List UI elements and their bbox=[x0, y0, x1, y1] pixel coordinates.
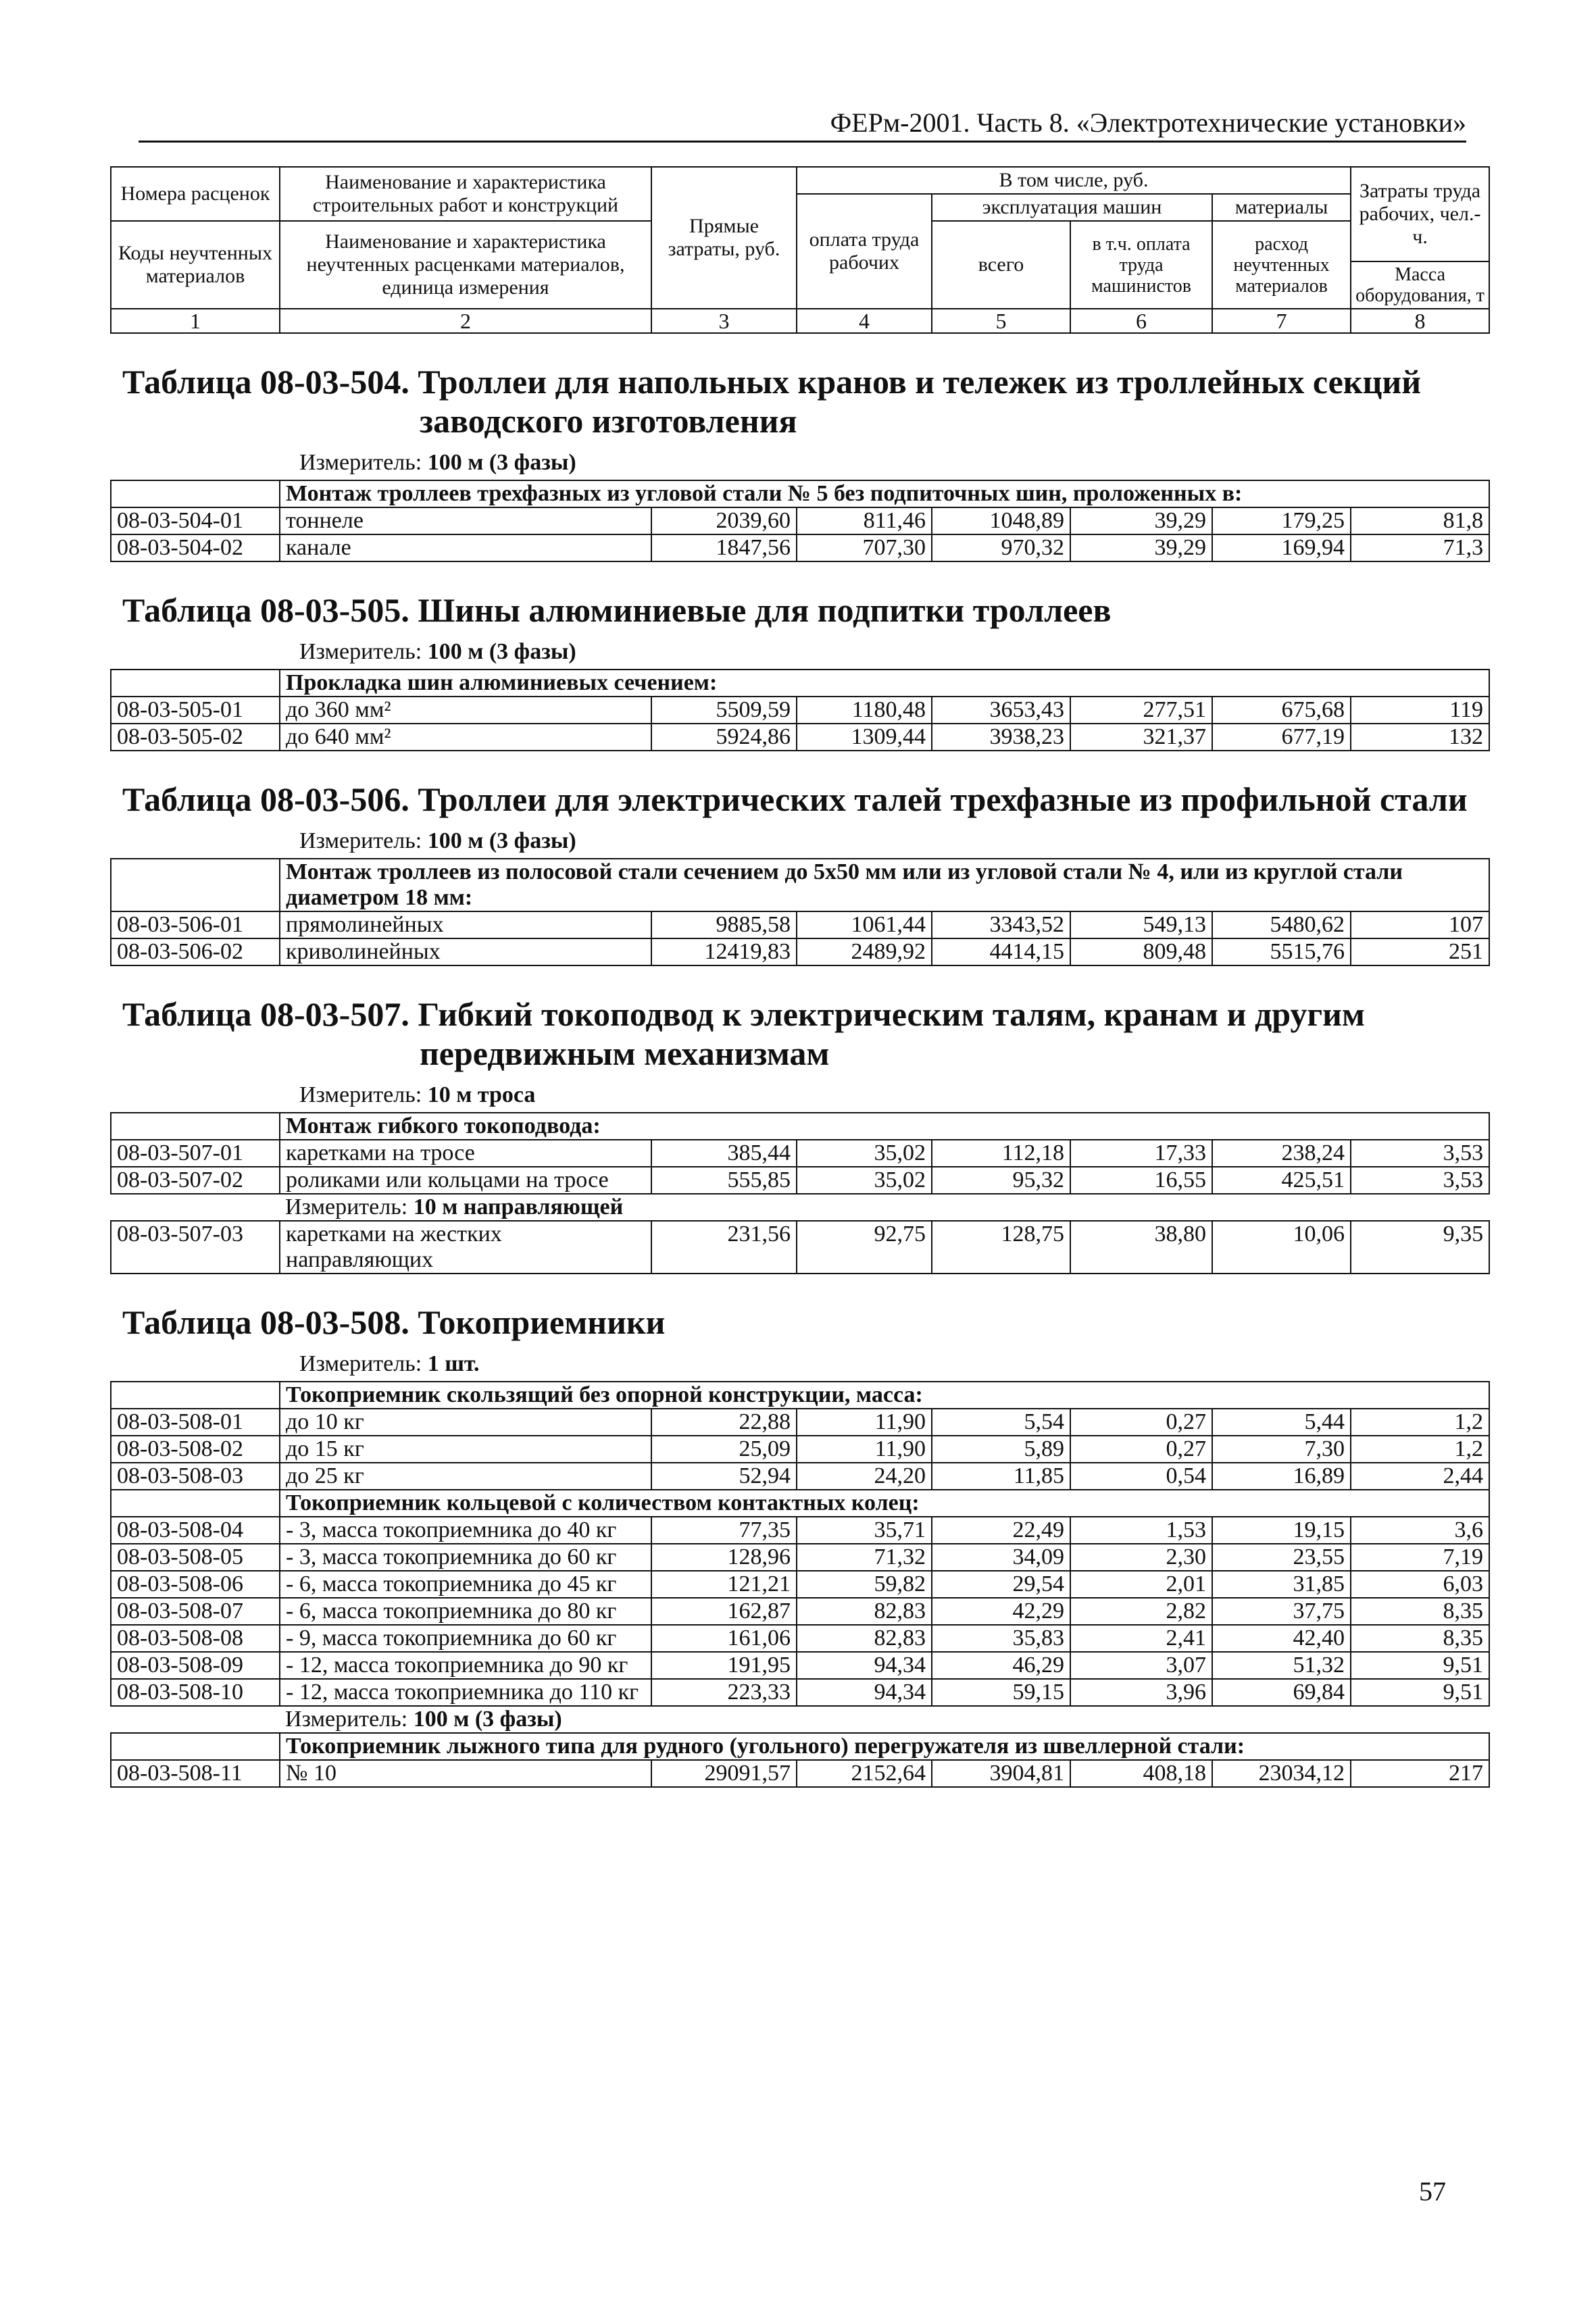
value-cell: 128,75 bbox=[932, 1221, 1070, 1274]
work-name: до 10 кг bbox=[280, 1409, 651, 1436]
value-cell: 251 bbox=[1351, 938, 1489, 965]
rate-table bbox=[110, 1303, 1489, 1788]
value-cell: 16,55 bbox=[1070, 1167, 1212, 1194]
header-materials: материалы bbox=[1212, 194, 1351, 221]
measure-unit bbox=[299, 638, 1489, 666]
rates-table bbox=[110, 858, 1490, 966]
header-unaccounted-materials: Наименование и характеристика неучтенных расценками материалов, единица измерения bbox=[280, 221, 651, 309]
group-row bbox=[111, 1113, 1489, 1140]
value-cell: 5480,62 bbox=[1212, 911, 1351, 938]
value-cell: 29,54 bbox=[932, 1571, 1070, 1598]
table-row bbox=[111, 1221, 1489, 1274]
value-cell: 5515,76 bbox=[1212, 938, 1351, 965]
group-label: Монтаж гибкого токоподвода: bbox=[280, 1113, 1489, 1140]
work-name: - 12, масса токоприемника до 90 кг bbox=[280, 1652, 651, 1679]
work-name: - 12, масса токоприемника до 110 кг bbox=[280, 1679, 651, 1706]
measure-value: 100 м (3 фазы) bbox=[427, 450, 576, 475]
value-cell: 677,19 bbox=[1212, 724, 1351, 751]
value-cell: 69,84 bbox=[1212, 1679, 1351, 1706]
value-cell: 3,53 bbox=[1351, 1140, 1489, 1167]
table-row bbox=[111, 1544, 1489, 1571]
value-cell: 223,33 bbox=[651, 1679, 797, 1706]
rate-code: 08-03-507-02 bbox=[111, 1167, 280, 1194]
column-number: 8 bbox=[1351, 309, 1489, 333]
value-cell: 2,44 bbox=[1351, 1463, 1489, 1490]
value-cell: 11,90 bbox=[797, 1409, 932, 1436]
rate-code: 08-03-508-11 bbox=[111, 1760, 280, 1787]
rate-code: 08-03-508-04 bbox=[111, 1517, 280, 1544]
work-name: канале bbox=[280, 534, 651, 561]
measure-value: 100 м (3 фазы) bbox=[427, 639, 576, 664]
value-cell: 19,15 bbox=[1212, 1517, 1351, 1544]
column-number: 1 bbox=[111, 309, 280, 333]
rate-code: 08-03-508-07 bbox=[111, 1598, 280, 1625]
rate-table bbox=[110, 995, 1489, 1274]
work-name: до 15 кг bbox=[280, 1436, 651, 1463]
table-title bbox=[122, 362, 1489, 441]
column-number: 2 bbox=[280, 309, 651, 333]
value-cell: 22,88 bbox=[651, 1409, 797, 1436]
table-title-line: Таблица 08-03-505. Шины алюминиевые для подпитки троллеев bbox=[122, 591, 1112, 629]
measure-label: Измеритель: bbox=[285, 1194, 408, 1219]
value-cell: 3,96 bbox=[1070, 1679, 1212, 1706]
value-cell: 1309,44 bbox=[797, 724, 932, 751]
group-row bbox=[111, 859, 1489, 911]
value-cell: 23,55 bbox=[1212, 1544, 1351, 1571]
value-cell: 811,46 bbox=[797, 507, 932, 534]
header-material-consumption: расход неучтенных материалов bbox=[1212, 221, 1351, 309]
work-name: каретками на жестких направляющих bbox=[280, 1221, 651, 1274]
work-name: - 9, масса токоприемника до 60 кг bbox=[280, 1625, 651, 1652]
rate-code: 08-03-506-01 bbox=[111, 911, 280, 938]
table-title bbox=[122, 995, 1489, 1073]
value-cell: 0,27 bbox=[1070, 1409, 1212, 1436]
value-cell: 128,96 bbox=[651, 1544, 797, 1571]
group-row bbox=[111, 1382, 1489, 1409]
table-title bbox=[122, 590, 1489, 630]
table-row bbox=[111, 1625, 1489, 1652]
column-number: 5 bbox=[932, 309, 1070, 333]
rate-code: 08-03-508-08 bbox=[111, 1625, 280, 1652]
work-name: каретками на тросе bbox=[280, 1140, 651, 1167]
value-cell: 675,68 bbox=[1212, 697, 1351, 724]
table-row bbox=[111, 1571, 1489, 1598]
table-row bbox=[111, 1679, 1489, 1706]
value-cell: 549,13 bbox=[1070, 911, 1212, 938]
header-rates: Номера расценок bbox=[111, 167, 280, 221]
value-cell: 7,30 bbox=[1212, 1436, 1351, 1463]
work-name: до 360 мм² bbox=[280, 697, 651, 724]
rate-code: 08-03-508-01 bbox=[111, 1409, 280, 1436]
value-cell: 82,83 bbox=[797, 1625, 932, 1652]
value-cell: 10,06 bbox=[1212, 1221, 1351, 1274]
value-cell: 2152,64 bbox=[797, 1760, 932, 1787]
value-cell: 35,83 bbox=[932, 1625, 1070, 1652]
work-name: роликами или кольцами на тросе bbox=[280, 1167, 651, 1194]
table-row bbox=[111, 1598, 1489, 1625]
table-row bbox=[111, 1436, 1489, 1463]
column-number: 4 bbox=[797, 309, 932, 333]
value-cell: 112,18 bbox=[932, 1140, 1070, 1167]
value-cell: 1,53 bbox=[1070, 1517, 1212, 1544]
rate-tables bbox=[110, 362, 1489, 1788]
table-title-line: Таблица 08-03-504. Троллеи для напольных кранов и тележек из троллейных секций bbox=[122, 363, 1422, 401]
rate-code: 08-03-508-03 bbox=[111, 1463, 280, 1490]
value-cell: 5,89 bbox=[932, 1436, 1070, 1463]
table-title-continuation: заводского изготовления bbox=[420, 402, 797, 440]
column-number: 6 bbox=[1070, 309, 1212, 333]
value-cell: 81,8 bbox=[1351, 507, 1489, 534]
value-cell: 77,35 bbox=[651, 1517, 797, 1544]
value-cell: 277,51 bbox=[1070, 697, 1212, 724]
value-cell: 34,09 bbox=[932, 1544, 1070, 1571]
rate-code: 08-03-505-02 bbox=[111, 724, 280, 751]
value-cell: 31,85 bbox=[1212, 1571, 1351, 1598]
rate-code: 08-03-507-01 bbox=[111, 1140, 280, 1167]
value-cell: 217 bbox=[1351, 1760, 1489, 1787]
value-cell: 0,54 bbox=[1070, 1463, 1212, 1490]
value-cell: 22,49 bbox=[932, 1517, 1070, 1544]
value-cell: 5,54 bbox=[932, 1409, 1070, 1436]
empty-cell bbox=[111, 1490, 280, 1517]
empty-cell bbox=[111, 1194, 280, 1221]
value-cell: 38,80 bbox=[1070, 1221, 1212, 1274]
value-cell: 8,35 bbox=[1351, 1598, 1489, 1625]
value-cell: 39,29 bbox=[1070, 534, 1212, 561]
rate-code: 08-03-508-05 bbox=[111, 1544, 280, 1571]
table-row bbox=[111, 1409, 1489, 1436]
value-cell: 238,24 bbox=[1212, 1140, 1351, 1167]
value-cell: 12419,83 bbox=[651, 938, 797, 965]
value-cell: 9,35 bbox=[1351, 1221, 1489, 1274]
rate-table bbox=[110, 590, 1489, 751]
running-header: ФЕРм-2001. Часть 8. «Электротехнические установки» bbox=[830, 107, 1466, 138]
value-cell: 3653,43 bbox=[932, 697, 1070, 724]
header-rule bbox=[139, 141, 1466, 143]
value-cell: 3,6 bbox=[1351, 1517, 1489, 1544]
group-label: Токоприемник скользящий без опорной конструкции, масса: bbox=[280, 1382, 1489, 1409]
value-cell: 46,29 bbox=[932, 1652, 1070, 1679]
value-cell: 107 bbox=[1351, 911, 1489, 938]
work-name: - 6, масса токоприемника до 80 кг bbox=[280, 1598, 651, 1625]
value-cell: 71,32 bbox=[797, 1544, 932, 1571]
table-row bbox=[111, 534, 1489, 561]
measure-label: Измеритель: bbox=[299, 1351, 422, 1376]
rate-code: 08-03-504-02 bbox=[111, 534, 280, 561]
work-name: тоннеле bbox=[280, 507, 651, 534]
table-title-line: Таблица 08-03-508. Токоприемники bbox=[122, 1303, 666, 1341]
value-cell: 9,51 bbox=[1351, 1679, 1489, 1706]
header-direct-costs: Прямые затраты, руб. bbox=[651, 167, 797, 309]
table-row bbox=[111, 1167, 1489, 1194]
table-row bbox=[111, 911, 1489, 938]
rate-code: 08-03-508-06 bbox=[111, 1571, 280, 1598]
rates-table bbox=[110, 1381, 1490, 1788]
value-cell: 970,32 bbox=[932, 534, 1070, 561]
page-number: 57 bbox=[1419, 2176, 1446, 2207]
value-cell: 1048,89 bbox=[932, 507, 1070, 534]
rates-table bbox=[110, 480, 1490, 562]
group-row bbox=[111, 670, 1489, 697]
rate-code: 08-03-506-02 bbox=[111, 938, 280, 965]
empty-cell bbox=[111, 1113, 280, 1140]
value-cell: 29091,57 bbox=[651, 1760, 797, 1787]
table-title-continuation: передвижным механизмам bbox=[420, 1034, 830, 1072]
work-name: - 3, масса токоприемника до 60 кг bbox=[280, 1544, 651, 1571]
header-material-codes: Коды неучтенных материалов bbox=[111, 221, 280, 309]
empty-cell bbox=[111, 1733, 280, 1760]
value-cell: 121,21 bbox=[651, 1571, 797, 1598]
value-cell: 16,89 bbox=[1212, 1463, 1351, 1490]
rates-table bbox=[110, 669, 1490, 751]
value-cell: 9,51 bbox=[1351, 1652, 1489, 1679]
measure-unit bbox=[299, 1350, 1489, 1378]
value-cell: 3,07 bbox=[1070, 1652, 1212, 1679]
measure-label: Измеритель: bbox=[299, 639, 422, 664]
rate-code: 08-03-505-01 bbox=[111, 697, 280, 724]
table-row bbox=[111, 697, 1489, 724]
value-cell: 59,15 bbox=[932, 1679, 1070, 1706]
measure-label: Измеритель: bbox=[285, 1707, 408, 1732]
value-cell: 82,83 bbox=[797, 1598, 932, 1625]
value-cell: 17,33 bbox=[1070, 1140, 1212, 1167]
header-wages: оплата труда рабочих bbox=[797, 194, 932, 309]
value-cell: 0,27 bbox=[1070, 1436, 1212, 1463]
value-cell: 59,82 bbox=[797, 1571, 932, 1598]
group-row bbox=[111, 1733, 1489, 1760]
value-cell: 385,44 bbox=[651, 1140, 797, 1167]
table-row bbox=[111, 1517, 1489, 1544]
value-cell: 2,30 bbox=[1070, 1544, 1212, 1571]
value-cell: 5924,86 bbox=[651, 724, 797, 751]
rate-code: 08-03-504-01 bbox=[111, 507, 280, 534]
table-title-line: Таблица 08-03-507. Гибкий токоподвод к электрическим талям, кранам и другим bbox=[122, 995, 1365, 1033]
table-row bbox=[111, 507, 1489, 534]
measure-label: Измеритель: bbox=[299, 828, 422, 853]
header-works: Наименование и характеристика строительных работ и конструкций bbox=[280, 167, 651, 221]
measure-value: 100 м (3 фазы) bbox=[427, 828, 576, 853]
header-labor: Затраты труда рабочих, чел.-ч. bbox=[1351, 167, 1489, 261]
rate-code: 08-03-508-02 bbox=[111, 1436, 280, 1463]
value-cell: 132 bbox=[1351, 724, 1489, 751]
value-cell: 25,09 bbox=[651, 1436, 797, 1463]
work-name: - 6, масса токоприемника до 45 кг bbox=[280, 1571, 651, 1598]
header-machines: эксплуатация машин bbox=[932, 194, 1212, 221]
value-cell: 408,18 bbox=[1070, 1760, 1212, 1787]
measure-label: Измеритель: bbox=[299, 450, 422, 475]
value-cell: 2039,60 bbox=[651, 507, 797, 534]
value-cell: 1,2 bbox=[1351, 1409, 1489, 1436]
measure-unit bbox=[299, 1081, 1489, 1109]
table-row bbox=[111, 724, 1489, 751]
measure-value: 10 м направляющей bbox=[413, 1194, 624, 1219]
value-cell: 37,75 bbox=[1212, 1598, 1351, 1625]
column-number: 3 bbox=[651, 309, 797, 333]
value-cell: 5509,59 bbox=[651, 697, 797, 724]
table-title-line: Таблица 08-03-506. Троллеи для электрических талей трехфазные из профильной стали bbox=[122, 780, 1468, 818]
value-cell: 39,29 bbox=[1070, 507, 1212, 534]
value-cell: 8,35 bbox=[1351, 1625, 1489, 1652]
value-cell: 1180,48 bbox=[797, 697, 932, 724]
value-cell: 9885,58 bbox=[651, 911, 797, 938]
value-cell: 24,20 bbox=[797, 1463, 932, 1490]
value-cell: 179,25 bbox=[1212, 507, 1351, 534]
value-cell: 23034,12 bbox=[1212, 1760, 1351, 1787]
measure-unit bbox=[299, 827, 1489, 855]
value-cell: 2,41 bbox=[1070, 1625, 1212, 1652]
value-cell: 2,01 bbox=[1070, 1571, 1212, 1598]
measure-label: Измеритель: bbox=[299, 1082, 422, 1107]
measure-row bbox=[111, 1194, 1489, 1221]
measure-unit bbox=[299, 449, 1489, 477]
value-cell: 191,95 bbox=[651, 1652, 797, 1679]
empty-cell bbox=[111, 1382, 280, 1409]
value-cell: 425,51 bbox=[1212, 1167, 1351, 1194]
value-cell: 1,2 bbox=[1351, 1436, 1489, 1463]
value-cell: 95,32 bbox=[932, 1167, 1070, 1194]
column-number: 7 bbox=[1212, 309, 1351, 333]
rate-code: 08-03-507-03 bbox=[111, 1221, 280, 1274]
measure-cell bbox=[280, 1194, 1489, 1221]
value-cell: 707,30 bbox=[797, 534, 932, 561]
value-cell: 42,40 bbox=[1212, 1625, 1351, 1652]
value-cell: 3343,52 bbox=[932, 911, 1070, 938]
work-name: - 3, масса токоприемника до 40 кг bbox=[280, 1517, 651, 1544]
value-cell: 42,29 bbox=[932, 1598, 1070, 1625]
table-row bbox=[111, 1140, 1489, 1167]
value-cell: 71,3 bbox=[1351, 534, 1489, 561]
value-cell: 231,56 bbox=[651, 1221, 797, 1274]
work-name: до 640 мм² bbox=[280, 724, 651, 751]
sheet bbox=[110, 166, 1489, 1788]
value-cell: 92,75 bbox=[797, 1221, 932, 1274]
rates-table bbox=[110, 1112, 1490, 1274]
measure-value: 10 м троса bbox=[427, 1082, 536, 1107]
value-cell: 169,94 bbox=[1212, 534, 1351, 561]
work-name: № 10 bbox=[280, 1760, 651, 1787]
value-cell: 4414,15 bbox=[932, 938, 1070, 965]
value-cell: 1847,56 bbox=[651, 534, 797, 561]
work-name: прямолинейных bbox=[280, 911, 651, 938]
value-cell: 321,37 bbox=[1070, 724, 1212, 751]
value-cell: 1061,44 bbox=[797, 911, 932, 938]
rate-code: 08-03-508-09 bbox=[111, 1652, 280, 1679]
value-cell: 52,94 bbox=[651, 1463, 797, 1490]
empty-cell bbox=[111, 480, 280, 507]
group-label: Токоприемник кольцевой с количеством контактных колец: bbox=[280, 1490, 1489, 1517]
empty-cell bbox=[111, 859, 280, 911]
table-title bbox=[122, 780, 1489, 819]
value-cell: 94,34 bbox=[797, 1652, 932, 1679]
value-cell: 51,32 bbox=[1212, 1652, 1351, 1679]
value-cell: 5,44 bbox=[1212, 1409, 1351, 1436]
work-name: криволинейных bbox=[280, 938, 651, 965]
value-cell: 94,34 bbox=[797, 1679, 932, 1706]
empty-cell bbox=[111, 1706, 280, 1733]
value-cell: 161,06 bbox=[651, 1625, 797, 1652]
table-row bbox=[111, 1463, 1489, 1490]
table-row bbox=[111, 1652, 1489, 1679]
value-cell: 3904,81 bbox=[932, 1760, 1070, 1787]
table-title bbox=[122, 1303, 1489, 1342]
measure-cell bbox=[280, 1706, 1489, 1733]
value-cell: 3938,23 bbox=[932, 724, 1070, 751]
value-cell: 35,02 bbox=[797, 1167, 932, 1194]
value-cell: 162,87 bbox=[651, 1598, 797, 1625]
rate-table bbox=[110, 362, 1489, 562]
value-cell: 3,53 bbox=[1351, 1167, 1489, 1194]
measure-row bbox=[111, 1706, 1489, 1733]
value-cell: 119 bbox=[1351, 697, 1489, 724]
group-label: Монтаж троллеев из полосовой стали сечением до 5х50 мм или из угловой стали № 4, или из круглой стали диаметром 18 мм: bbox=[280, 859, 1489, 911]
value-cell: 2489,92 bbox=[797, 938, 932, 965]
value-cell: 6,03 bbox=[1351, 1571, 1489, 1598]
table-row bbox=[111, 1760, 1489, 1787]
empty-cell bbox=[111, 670, 280, 697]
group-label: Монтаж троллеев трехфазных из угловой стали № 5 без подпиточных шин, проложенных в: bbox=[280, 480, 1489, 507]
group-label: Токоприемник лыжного типа для рудного (угольного) перегружателя из швеллерной стали: bbox=[280, 1733, 1489, 1760]
header-equipment-mass: Масса оборудования, т bbox=[1351, 261, 1489, 309]
measure-value: 1 шт. bbox=[427, 1351, 480, 1376]
group-row bbox=[111, 1490, 1489, 1517]
value-cell: 2,82 bbox=[1070, 1598, 1212, 1625]
group-row bbox=[111, 480, 1489, 507]
work-name: до 25 кг bbox=[280, 1463, 651, 1490]
header-machines-total: всего bbox=[932, 221, 1070, 309]
value-cell: 11,85 bbox=[932, 1463, 1070, 1490]
column-numbers-row bbox=[111, 309, 1489, 333]
value-cell: 35,02 bbox=[797, 1140, 932, 1167]
rate-table bbox=[110, 780, 1489, 966]
table-row bbox=[111, 938, 1489, 965]
rate-code: 08-03-508-10 bbox=[111, 1679, 280, 1706]
header-operator-wages: в т.ч. оплата труда машинистов bbox=[1070, 221, 1212, 309]
value-cell: 11,90 bbox=[797, 1436, 932, 1463]
group-label: Прокладка шин алюминиевых сечением: bbox=[280, 670, 1489, 697]
value-cell: 809,48 bbox=[1070, 938, 1212, 965]
value-cell: 7,19 bbox=[1351, 1544, 1489, 1571]
value-cell: 35,71 bbox=[797, 1517, 932, 1544]
measure-value: 100 м (3 фазы) bbox=[413, 1707, 562, 1732]
column-header-table bbox=[110, 166, 1490, 334]
value-cell: 555,85 bbox=[651, 1167, 797, 1194]
header-including: В том числе, руб. bbox=[797, 167, 1351, 194]
